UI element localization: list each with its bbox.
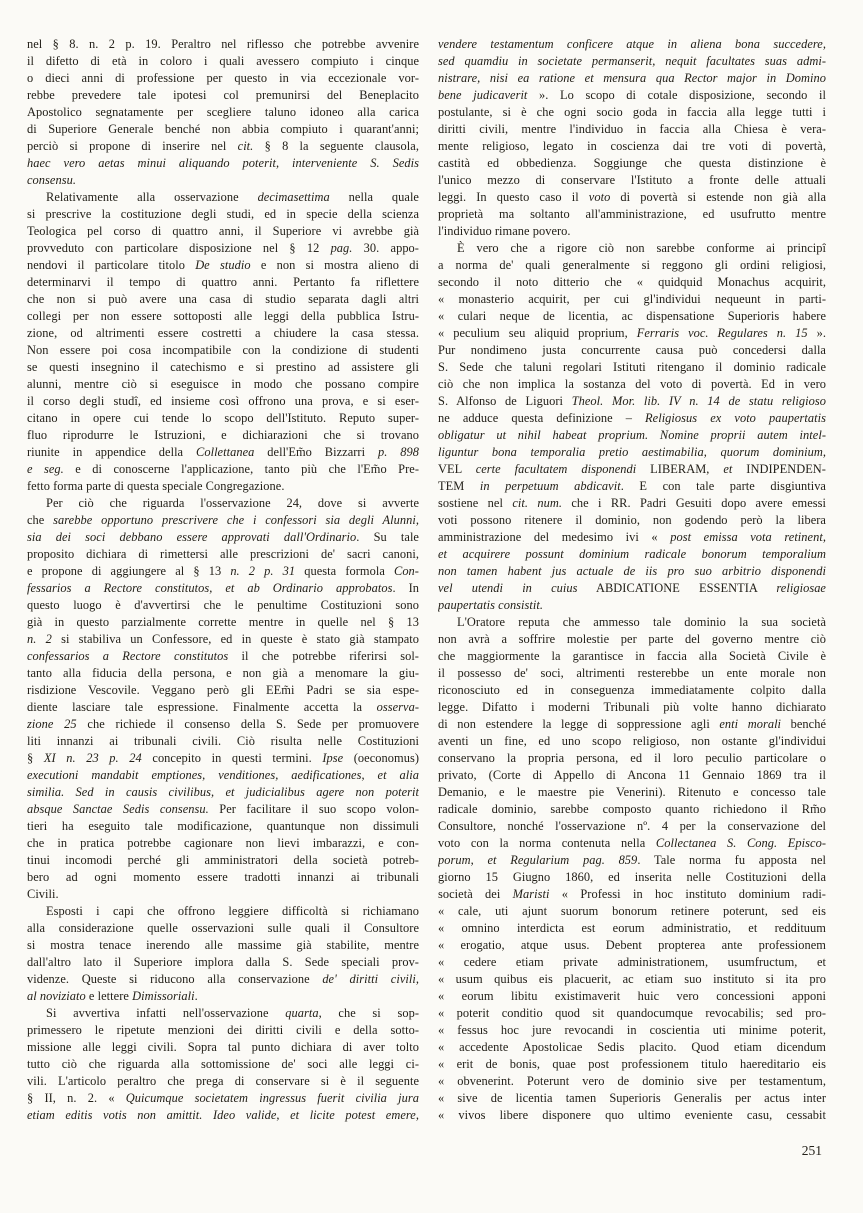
- text-line: proposito dichiara di rimettersi alle prescrizioni de' sacri canoni,: [27, 547, 419, 561]
- text-line: primessero le ripetute menzioni dei diritti civili e della sotto-: [27, 1023, 419, 1037]
- text-line: « monasterio acquirit, per cui gl'individui nequeunt in parti-: [438, 292, 826, 306]
- text-line: Per ciò che riguarda l'osservazione 24, dove si avverte: [46, 496, 419, 510]
- text-line: che non si può avere una casa di studio separata dagli altri: [27, 292, 419, 306]
- text-line: voto con la norma contenuta nella Collectanea S. Cong. Episco-: [438, 836, 826, 850]
- text-line: riconosciuto ed in conseguenza immediatamente colpito dalla: [438, 683, 826, 697]
- text-line: « cedere etiam private administrationem, usumfructum, et: [438, 955, 826, 969]
- text-line: società dei Maristi « Professi in hoc instituto dominium radi-: [438, 887, 826, 901]
- text-line: ne adduce questa definizione – Religiosus ex voto paupertatis: [438, 411, 826, 425]
- text-line: « omnino interdicta est eorum administratio, et reddituum: [438, 921, 826, 935]
- text-line: consensu.: [27, 173, 76, 187]
- text-line: Demanio, e le maestre pie Venerini). Ritenuto e concesso tale: [438, 785, 826, 799]
- text-line: tanto alla fiducia della persona, e non già a menomare la giu-: [27, 666, 419, 680]
- text-line: proprietà ma soltanto all'amministrazione, ed usufrutto mentre: [438, 207, 826, 221]
- text-line: diritti civili, mentre l'individuo in faccia alla Chiesa è vera-: [438, 122, 826, 136]
- text-line: VEL certe facultatem disponendi LIBERAM, et INDIPENDEN-: [438, 462, 826, 476]
- text-line: S. Alfonso de Liguori Theol. Mor. lib. IV n. 14 de statu religioso: [438, 394, 826, 408]
- text-line: fluo riprodurre le Istruzioni, e dichiarazioni che si trovano: [27, 428, 419, 442]
- text-line: « poterit conditio quod sit quandocumque revocabilis; sed pro-: [438, 1006, 826, 1020]
- text-line: « accedente Apostolicae Sedis placito. Quod etiam dicendum: [438, 1040, 826, 1054]
- text-line: fessarios a Rectore constitutos, et ab Ordinario approbatos. In: [27, 581, 419, 595]
- text-line: l'individuo rimane povero.: [438, 224, 571, 238]
- text-line: tinui incomodi perché gli amministratori della società potreb-: [27, 853, 419, 867]
- paragraph: [27, 189, 419, 495]
- text-line: videnze. Queste si riducono alla conservazione de' diritti civili,: [27, 972, 419, 986]
- page-number: 251: [801, 1143, 822, 1158]
- text-line: voti possono ritenere il dominio, non godendo però la libera: [438, 513, 826, 527]
- text-line: Si avvertiva infatti nell'osservazione quarta, che si sop-: [46, 1006, 419, 1020]
- paragraph: [27, 36, 419, 189]
- text-line: et acquirere possunt dominium radicale bonorum temporalium: [438, 547, 826, 561]
- text-line: di Superiore Generale benché non abbia compiuto i quarant'anni;: [27, 122, 419, 136]
- text-line: haec vero aetas minui aliquando poterit, interveniente S. Sedis: [27, 156, 419, 170]
- text-line: rebbe prevedere tale ipotesi col premunirsi del Beneplacito: [27, 88, 419, 102]
- text-line: etiam editis votis non amittit. Ideo valide, et licite potest emere,: [27, 1108, 419, 1122]
- text-line: tutto ciò che riguarda alla sottomissione de' soci alle leggi ci-: [27, 1057, 419, 1071]
- text-line: Civili.: [27, 887, 59, 901]
- text-line: si mostra tenace inerendo alle massime già stabilite, mentre: [27, 938, 419, 952]
- text-line: il possesso de' soci, altrimenti resterebbe un ente morale non: [438, 666, 826, 680]
- text-line: § II, n. 2. « Quicumque societatem ingressus fuerit civilia jura: [27, 1091, 419, 1105]
- text-line: Esposti i capi che offrono leggiere difficoltà si richiamano: [46, 904, 419, 918]
- text-line: giorno 15 Giugno 1860, ed inserita nelle Costituzioni della: [438, 870, 826, 884]
- text-line: postulante, si è che ogni socio goda in faccia alla legge tutti i: [438, 105, 826, 119]
- text-line: È vero che a rigore ciò non sarebbe conforme ai principî: [457, 241, 826, 255]
- text-line: bene judicaverit ». Lo scopo di cotale disposizione, secondo il: [438, 88, 826, 102]
- text-line: TEM in perpetuum abdicavit. E con tale parte disgiuntiva: [438, 479, 826, 493]
- text-line: « vivos libere disponere quo ultimo eveniente casu, cessabit: [438, 1108, 826, 1122]
- text-column-right: [438, 36, 826, 1124]
- text-line: vendere testamentum conficere atque in aliena bona succedere,: [438, 37, 826, 51]
- text-line: risdizione Vescovile. Veggano però gli EEm̃i Padri se sia espe-: [27, 683, 419, 697]
- paragraph: [27, 1005, 419, 1124]
- text-line: § XI n. 23 p. 24 concepito in questi termini. Ipse (oeconomus): [27, 751, 419, 765]
- text-line: « obvenerint. Poterunt vero de dominio sive per testamentum,: [438, 1074, 826, 1088]
- text-line: che in pratica potrebbe cagionare non lievi imbarazzi, e con-: [27, 836, 419, 850]
- paragraph: [438, 240, 826, 614]
- text-line: n. 2 si stabiliva un Confessore, ed in queste è stato già stampato: [27, 632, 419, 646]
- text-line: sed quamdiu in societate permanserit, nequit facultates suas admi-: [438, 54, 826, 68]
- text-line: leggi. In questo caso il voto di povertà si estende non già alla: [438, 190, 826, 204]
- text-line: radicale dominio, sarebbe composto quanto richiedono il Rm̃o: [438, 802, 826, 816]
- text-line: executioni mandabit emptiones, venditiones, aedificationes, et alia: [27, 768, 419, 782]
- text-line: S. Sede che taluni regolari Istituti ritengano il dominio radicale: [438, 360, 826, 374]
- paragraph: [27, 495, 419, 903]
- text-line: conservano la propria persona, ed il loro peculio particolare o: [438, 751, 826, 765]
- text-line: ciò che non implica la sostanza del voto di povertà. Ed in vero: [438, 377, 826, 391]
- text-line: collegi per non essere sottoposti alle leggi della pubblica Istru-: [27, 309, 419, 323]
- text-line: privato, (Corte di Appello di Ancona 11 Gennaio 1869 tra il: [438, 768, 826, 782]
- text-line: « peculium seu aliquid proprium, Ferraris voc. Regulares n. 15 ».: [438, 326, 826, 340]
- text-line: liti innanzi ai tribunali civili. Ciò risulta nelle Costituzioni: [27, 734, 419, 748]
- text-line: e propone di aggiungere al § 13 n. 2 p. 31 questa formola Con-: [27, 564, 419, 578]
- text-line: Teologica pel corso di quattro anni, il Superiore vi avrebbe già: [27, 224, 419, 238]
- text-line: nendovi il particolare titolo De studio e non si mostra alieno di: [27, 258, 419, 272]
- text-line: non avrà a soffrire molestie per parte del governo mentre ciò: [438, 632, 826, 646]
- text-line: « eorum libitu existimaverit huic vero concessioni apponi: [438, 989, 826, 1003]
- text-line: citano in opere cui tende lo scopo dell'Istituto. Reputo super-: [27, 411, 419, 425]
- text-line: « fessus hoc jure revocandi in coscientia uti minime poterit,: [438, 1023, 826, 1037]
- text-line: riunite in appendice della Collettanea dell'Em̃o Bizzarri p. 898: [27, 445, 419, 459]
- paragraph: [438, 614, 826, 1124]
- text-line: il difetto di età in coloro i quali avessero compiuto i cinque: [27, 54, 419, 68]
- text-line: mente religioso, legato in coscienza dai tre voti di povertà,: [438, 139, 826, 153]
- text-line: Relativamente alla osservazione decimasettima nella quale: [46, 190, 419, 204]
- text-line: e seg. e di conoscerne l'applicazione, tanto più che l'Em̃o Pre-: [27, 462, 419, 476]
- text-line: a norma de' quali generalmente si reggono gli ordini religiosi,: [438, 258, 826, 272]
- text-line: « cale, uti ajunt suorum bonorum retinere poterunt, sed eis: [438, 904, 826, 918]
- paragraph: [27, 903, 419, 1005]
- text-line: « culari neque de licentia, ac dispensatione Superioris habere: [438, 309, 826, 323]
- text-line: nistrare, nisi ea ratione et mensura qua Rector major in Domino: [438, 71, 826, 85]
- text-line: bero ad ogni momento essere tradotti innanzi ai tribunali: [27, 870, 419, 884]
- text-line: al noviziato e lettere Dimissoriali.: [27, 989, 198, 1003]
- paragraph: [438, 36, 826, 240]
- text-line: missione alle leggi civili. Sopra tal punto dichiara di aver tolto: [27, 1040, 419, 1054]
- text-line: non tamen habent jus actuale de iis pro suo arbitrio disponendi: [438, 564, 826, 578]
- text-line: castità ed obbedienza. Soggiunge che questa distinzione è: [438, 156, 826, 170]
- text-line: obligatur ut nihil habeat proprium. Nomine proprii autem intel-: [438, 428, 826, 442]
- text-column-left: [27, 36, 419, 1124]
- text-line: dall'altro lato il Superiore implora dalla S. Sede speciali prov-: [27, 955, 419, 969]
- text-line: alla considerazione quelle osservazioni sulle quali il Consultore: [27, 921, 419, 935]
- text-line: Non essere poi cosa incompatibile con la condizione di studenti: [27, 343, 419, 357]
- text-line: questo luogo è d'avvertirsi che le penultime Costituzioni sono: [27, 598, 419, 612]
- text-line: « erogatio, atque usus. Debent propterea ante professionem: [438, 938, 826, 952]
- text-line: secondo il noto ditterio che « quidquid Monachus acquirit,: [438, 275, 826, 289]
- text-line: paupertatis consistit.: [438, 598, 544, 612]
- text-line: perciò si propone di inserire nel cit. § 8 la seguente clausola,: [27, 139, 419, 153]
- text-line: fetto forma parte di questa speciale Congregazione.: [27, 479, 285, 493]
- text-line: vel utendi in cuius ABDICATIONE ESSENTIA religiosae: [438, 581, 826, 595]
- text-line: legge. Difatto i moderni Tribunali più volte hanno dichiarato: [438, 700, 826, 714]
- text-line: Consultore, nonché l'osservazione nº. 4 per la conservazione del: [438, 819, 826, 833]
- text-line: zione 25 che richiede il consenso della S. Sede per promuovere: [27, 717, 419, 731]
- text-line: « erit de bonis, quae post professionem titulo haereditario eis: [438, 1057, 826, 1071]
- text-line: di non estendere la legge di soppressione agli enti morali benché: [438, 717, 826, 731]
- text-line: amministrazione del medesimo ivi « post emissa vota retinent,: [438, 530, 826, 544]
- text-line: « usum quibus eis placuerit, ac etiam suo instituto si ita pro: [438, 972, 826, 986]
- text-line: se questi insegnino il catechismo e si prestino ad assistere gli: [27, 360, 419, 374]
- text-line: « sive de licentia tamen Superioris Generalis per actus inter: [438, 1091, 826, 1105]
- text-line: alunni, mentre ciò si eseguisce in modo che possano compire: [27, 377, 419, 391]
- text-line: che maggiormente la garantisce in faccia alla Società Civile è: [438, 649, 826, 663]
- text-line: il corso degli studî, ed insieme così offrono una prova, e si eser-: [27, 394, 419, 408]
- text-line: Apostolico segnatamente per scegliere taluno idoneo alla carica: [27, 105, 419, 119]
- text-line: si prescrive la costituzione degli studi, ed in specie della scienza: [27, 207, 419, 221]
- text-line: o dieci anni di professione per questo in via eccezionale vor-: [27, 71, 419, 85]
- text-line: vili. L'articolo peraltro che prega di conservare si è il seguente: [27, 1074, 419, 1088]
- text-line: nel § 8. n. 2 p. 19. Peraltro nel riflesso che potrebbe avvenire: [27, 37, 419, 51]
- text-line: similia. Sed in causis civilibus, et judicialibus agere non poterit: [27, 785, 419, 799]
- text-line: tieri ha eseguito tale modificazione, quantunque non dissimuli: [27, 819, 419, 833]
- text-line: Pur nondimeno justa concurrente causa può concedersi dalla: [438, 343, 826, 357]
- text-line: liguntur bona temporalia pretio aestimabilia, quorum dominium,: [438, 445, 826, 459]
- text-line: porum, et Regularium pag. 859. Tale norma fu apposta nel: [438, 853, 826, 867]
- text-line: già in questo parzialmente corrette mentre in quelle nel § 13: [27, 615, 419, 629]
- text-line: che sarebbe opportuno prescrivere che i confessori sia degli Alunni,: [27, 513, 419, 527]
- text-line: l'unico mezzo di conservare l'Istituto a fronte delle attuali: [438, 173, 826, 187]
- text-line: provveduto con particolare disposizione nel § 12 pag. 30. appo-: [27, 241, 419, 255]
- text-line: aventi un fine, ed uno scopo religioso, non ostante gl'individui: [438, 734, 826, 748]
- text-line: L'Oratore reputa che ammesso tale dominio la sua società: [457, 615, 826, 629]
- text-line: confessarios a Rectore constitutos il che potrebbe riferirsi sol-: [27, 649, 419, 663]
- text-line: sostiene nel cit. num. che i RR. Padri Gesuiti dopo avere emessi: [438, 496, 826, 510]
- text-line: sia dei soci debbano essere approvati dall'Ordinario. Su tale: [27, 530, 419, 544]
- text-line: zione, od altrimenti essere costretti a chiudere la casa stessa.: [27, 326, 419, 340]
- text-line: diente lasciare tale espressione. Finalmente accetta la osserva-: [27, 700, 419, 714]
- text-line: absque Sanctae Sedis consensu. Per facilitare il suo scopo volon-: [27, 802, 419, 816]
- text-line: determinarvi il tempo di quattro anni. Pertanto fa riflettere: [27, 275, 419, 289]
